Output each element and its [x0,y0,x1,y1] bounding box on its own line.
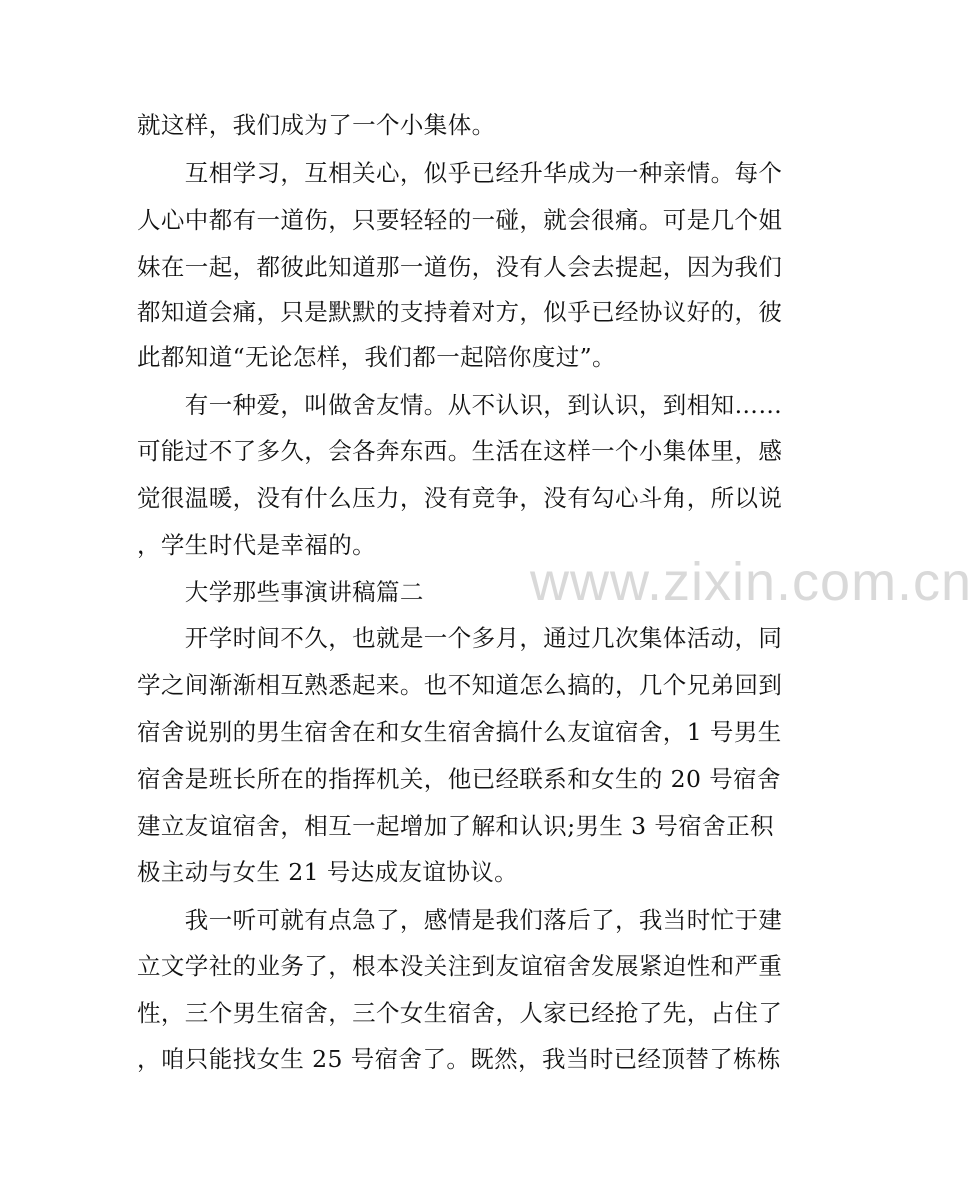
text-line: 宿舍是班长所在的指挥机关，他已经联系和女生的 20 号宿舍 [137,765,781,793]
text-line: 互相学习，互相关心，似乎已经升华成为一种亲情。每个 [137,159,783,187]
text-line: 宿舍说别的男生宿舍在和女生宿舍搞什么友谊宿舍，1 号男生 [137,718,782,746]
watermark: www.zixin.com.cn [530,552,972,612]
text-line: ，咱只能找女生 25 号宿舍了。既然，我当时已经顶替了栋栋 [137,1045,781,1073]
text-line: 可能过不了多久，会各奔东西。生活在这样一个小集体里，感 [137,437,783,465]
text-line: 学之间渐渐相互熟悉起来。也不知道怎么搞的，几个兄弟回到 [137,671,783,699]
text-line: 觉很温暖，没有什么压力，没有竞争，没有勾心斗角，所以说 [137,484,783,512]
section-heading: 大学那些事演讲稿篇二 [137,578,424,606]
text-line: 就这样，我们成为了一个小集体。 [137,111,496,139]
text-line: 此都知道“无论怎样，我们都一起陪你度过”。 [137,343,616,371]
text-line: 有一种爱，叫做舍友情。从不认识，到认识，到相知…… [137,391,783,419]
text-line: 开学时间不久，也就是一个多月，通过几次集体活动，同 [137,624,783,652]
text-line: 都知道会痛，只是默默的支持着对方，似乎已经协议好的，彼 [137,298,783,326]
text-line: 人心中都有一道伤，只要轻轻的一碰，就会很痛。可是几个姐 [137,206,783,234]
text-line: 我一听可就有点急了，感情是我们落后了，我当时忙于建 [137,906,783,934]
text-line: ，学生时代是幸福的。 [137,531,376,559]
text-line: 极主动与女生 21 号达成友谊协议。 [137,858,519,886]
text-line: 立文学社的业务了，根本没关注到友谊宿舍发展紧迫性和严重 [137,952,783,980]
text-line: 妹在一起，都彼此知道那一道伤，没有人会去提起，因为我们 [137,253,783,281]
text-line: 建立友谊宿舍，相互一起增加了解和认识;男生 3 号宿舍正积 [137,812,774,840]
text-line: 性，三个男生宿舍，三个女生宿舍，人家已经抢了先，占住了 [137,999,783,1027]
